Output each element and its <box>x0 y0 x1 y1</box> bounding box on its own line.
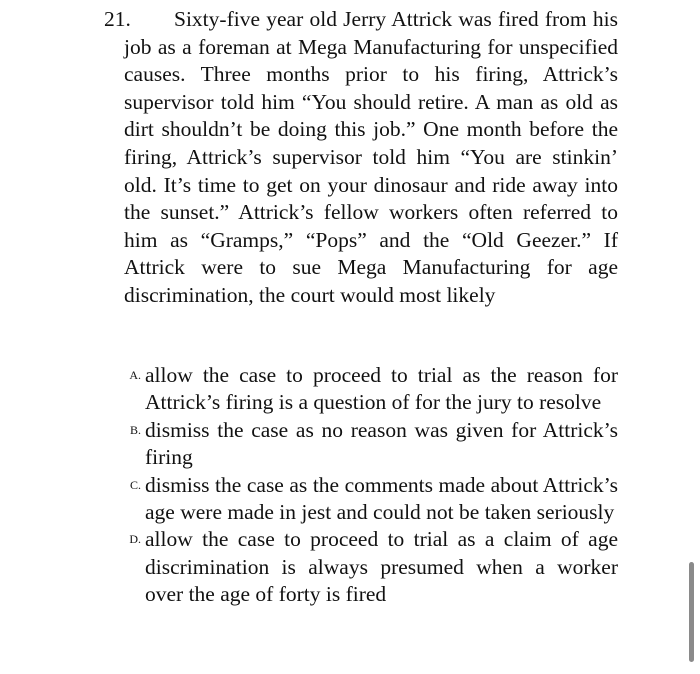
option-d[interactable] <box>129 526 618 608</box>
option-b-text: dismiss the case as no reason was given for Attrick’s firing <box>145 417 618 470</box>
option-c-letter: C. <box>129 477 141 492</box>
option-b-letter: B. <box>129 422 141 437</box>
answer-options <box>129 362 618 609</box>
option-a[interactable] <box>129 362 618 417</box>
option-a-text: allow the case to proceed to trial as the reason for Attrick’s firing is a question of for the jury to resolve <box>145 363 618 415</box>
option-d-letter: D. <box>129 532 141 547</box>
option-b[interactable] <box>129 417 618 472</box>
vertical-scrollbar[interactable] <box>689 562 694 662</box>
option-a-letter: A. <box>129 368 141 382</box>
question-block <box>104 6 618 310</box>
option-c[interactable] <box>129 472 618 527</box>
option-d-text: allow the case to proceed to trial as a claim of age discrimination is always presumed when a worker over the age of forty is fired <box>145 527 618 607</box>
question-text: Sixty-five year old Jerry Attrick was fired from his job as a foreman at Mega Manufacturing for unspecified causes. Three months prior to his firing, Attrick’s supervisor told him “You should retire. A man as old as dirt shouldn’t be doing this job.” One month before the firing, Attrick’s supervisor told him “You are stinkin’ old. It’s time to get on your dinosaur and ride away into the sunset.” Attrick’s fellow workers often referred to him as “Gramps,” “Pops” and the “Old Geezer.” If Attrick were to sue Mega Manufacturing for age discrimination, the court would most likely <box>124 7 618 307</box>
option-c-text: dismiss the case as the comments made about Attrick’s age were made in jest and could not be taken seriously <box>145 472 618 525</box>
question-number: 21. <box>104 7 131 31</box>
